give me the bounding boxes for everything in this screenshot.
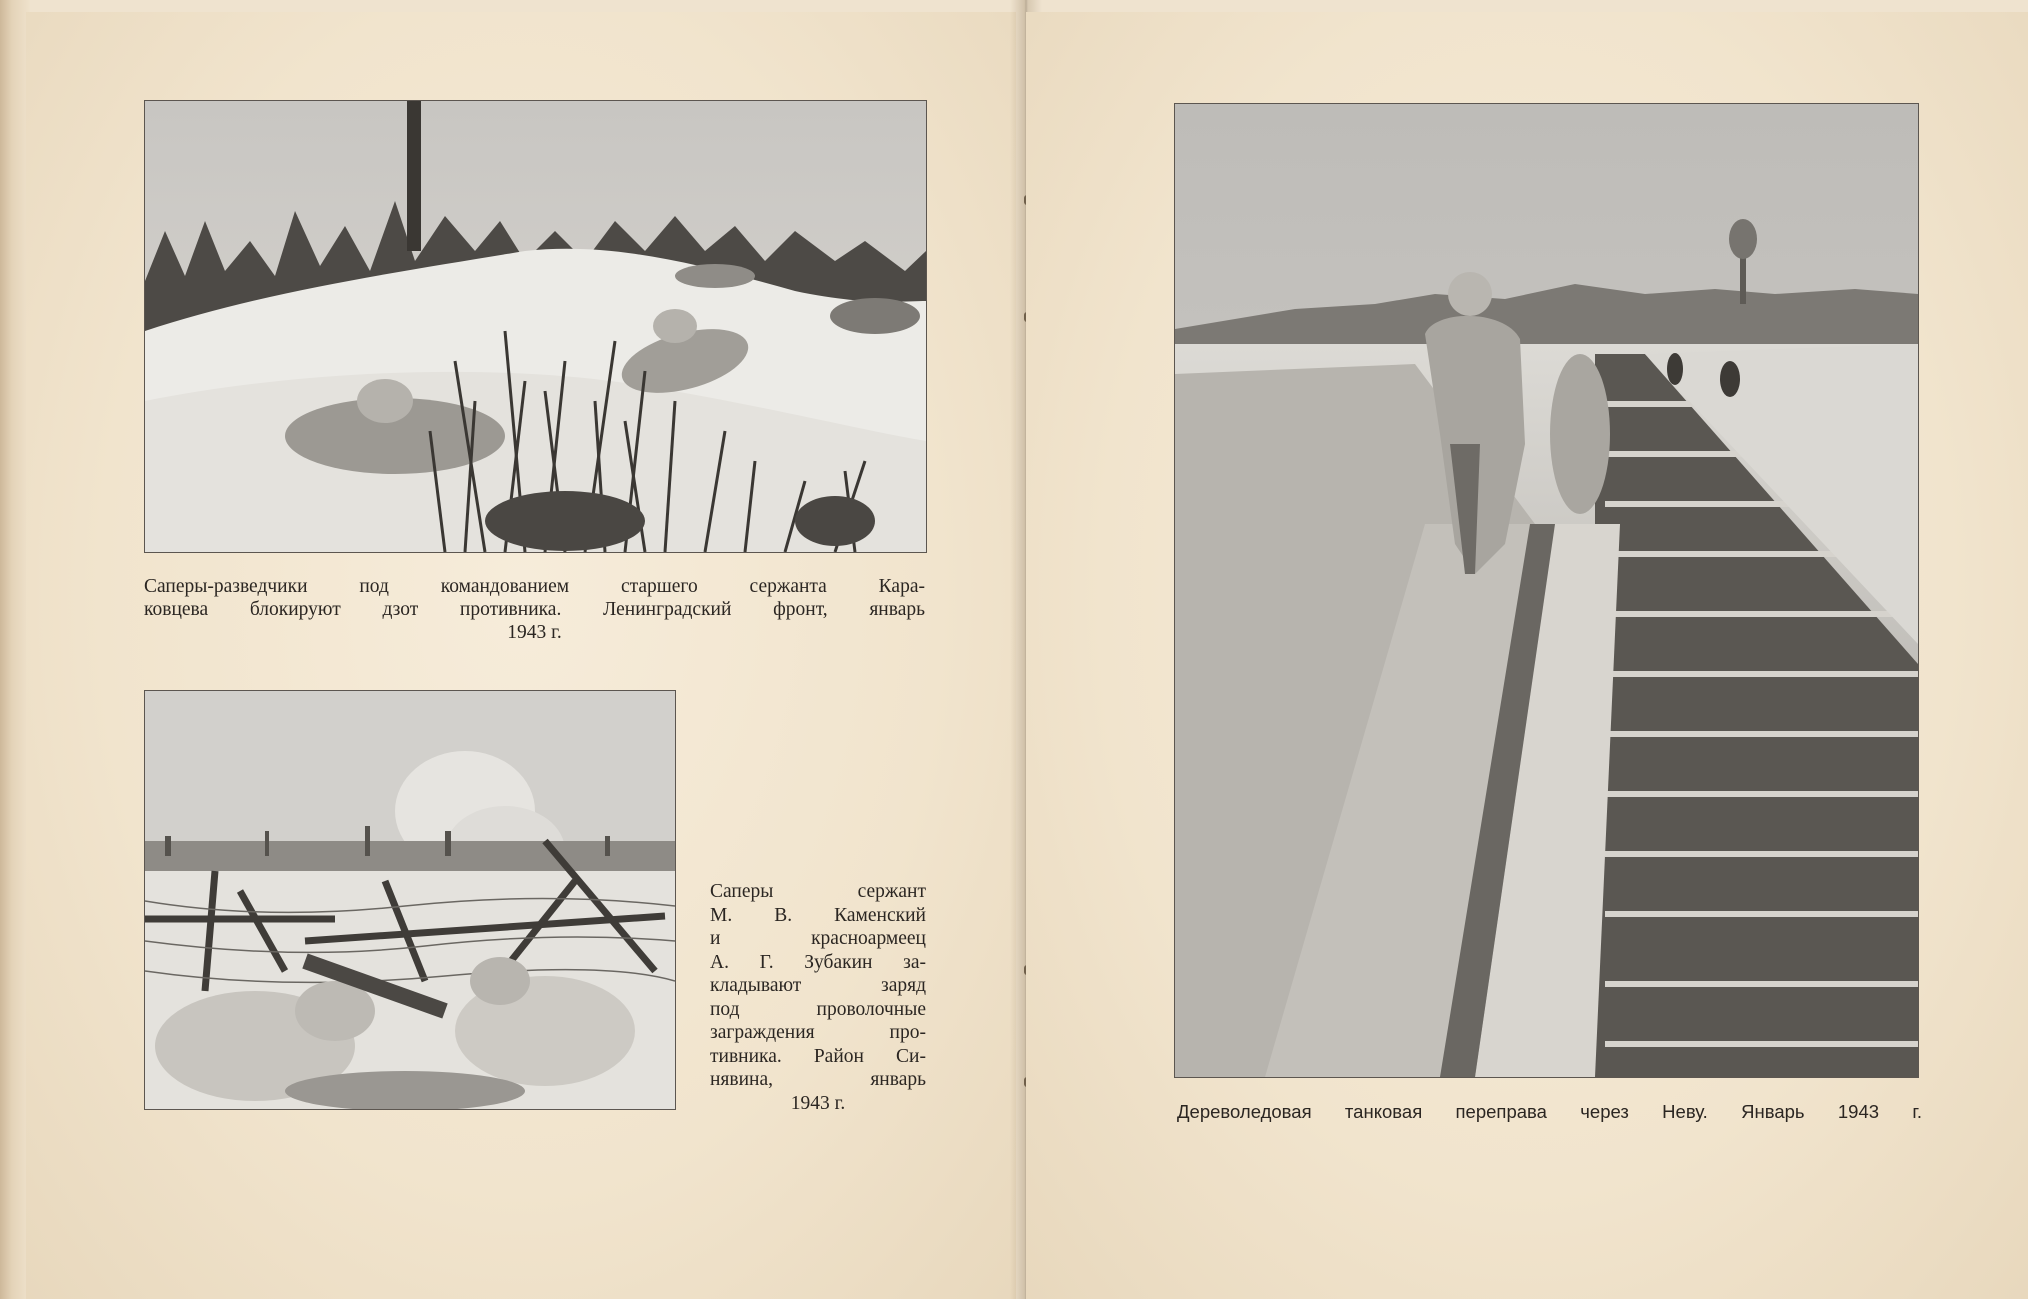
caption-line: Саперы сержант xyxy=(710,881,926,902)
photo-ice-crossing xyxy=(1174,103,1919,1078)
caption-line: 1943 г. xyxy=(507,622,562,643)
caption-line: Саперы-разведчики под командованием старшего сержанта Кара- xyxy=(144,576,925,597)
caption-line: заграждения про- xyxy=(710,1022,926,1043)
photo-sappers-scouts xyxy=(144,100,927,553)
photo-ice-crossing-caption xyxy=(1177,1100,1922,1123)
caption-line: и красноармеец xyxy=(710,928,926,949)
photo-sappers-charge-image xyxy=(145,691,675,1109)
caption-line: под проволочные xyxy=(710,998,926,1020)
photo-sappers-scouts-image xyxy=(145,101,926,552)
caption-line: кладывают заряд xyxy=(710,975,926,996)
caption-line: тивника. Район Си- xyxy=(710,1045,926,1067)
caption-line: А. Г. Зубакин за- xyxy=(710,951,926,973)
photo-ice-crossing-image xyxy=(1175,104,1918,1077)
photo-sappers-charge-caption xyxy=(710,880,926,1115)
photo-sappers-charge xyxy=(144,690,676,1110)
photo-sappers-scouts-caption xyxy=(144,575,925,644)
caption-line: Дереволедовая танковая переправа через Неву. Январь 1943 г. xyxy=(1177,1101,1922,1122)
caption-line: 1943 г. xyxy=(790,1092,846,1114)
caption-line: М. В. Каменский xyxy=(710,904,926,926)
caption-line: ковцева блокируют дзот противника. Ленинградский фронт, январь xyxy=(144,599,925,620)
caption-line: нявина, январь xyxy=(710,1069,926,1090)
